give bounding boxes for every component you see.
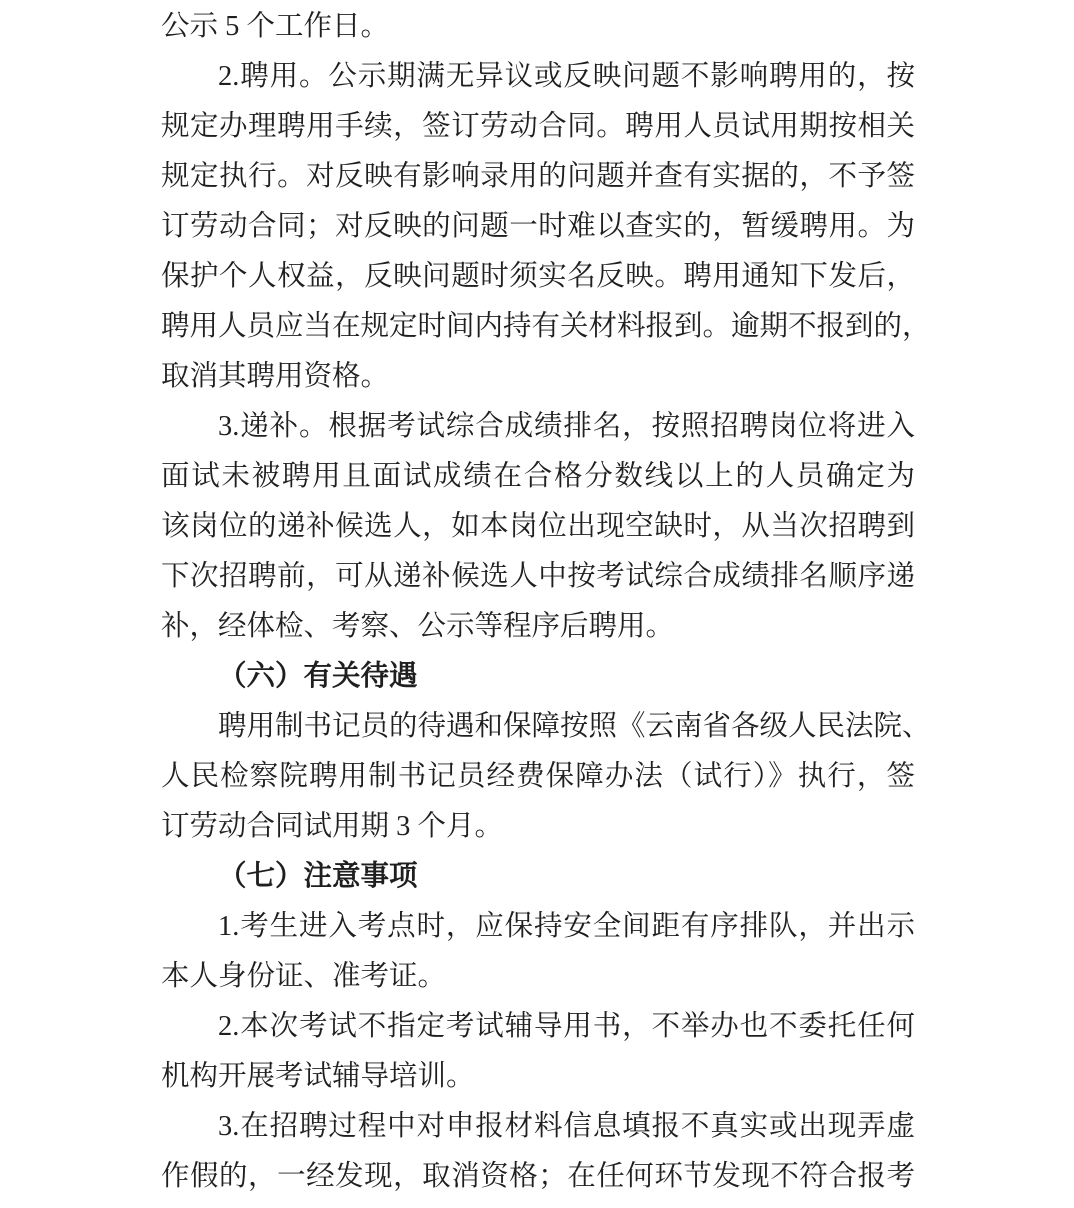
text-line: 聘用人员应当在规定时间内持有关材料报到。逾期不报到的， xyxy=(161,311,931,342)
text-line: 规定执行。对反映有影响录用的问题并查有实据的，不予签 xyxy=(161,161,915,192)
text-line: 规定办理聘用手续，签订劳动合同。聘用人员试用期按相关 xyxy=(161,111,915,142)
text-line: 本人身份证、准考证。 xyxy=(161,961,447,992)
text-line: 机构开展考试辅导培训。 xyxy=(161,1061,475,1092)
text-line: （六）有关待遇 xyxy=(218,661,418,692)
text-line: 面试未被聘用且面试成绩在合格分数线以上的人员确定为 xyxy=(161,461,915,492)
text-line: 作假的，一经发现，取消资格；在任何环节发现不符合报考 xyxy=(161,1161,915,1192)
text-line: 2.本次考试不指定考试辅导用书，不举办也不委托任何 xyxy=(218,1011,915,1042)
text-line: 聘用制书记员的待遇和保障按照《云南省各级人民法院、 xyxy=(218,711,931,742)
text-line: 3.递补。根据考试综合成绩排名，按照招聘岗位将进入 xyxy=(218,411,915,442)
text-line: 2.聘用。公示期满无异议或反映问题不影响聘用的，按 xyxy=(218,61,915,92)
text-line: 保护个人权益，反映问题时须实名反映。聘用通知下发后， xyxy=(161,261,915,292)
text-line: 订劳动合同试用期 3 个月。 xyxy=(161,811,504,842)
text-line: 公示 5 个工作日。 xyxy=(161,11,390,42)
text-line: 补，经体检、考察、公示等程序后聘用。 xyxy=(161,611,675,642)
text-line: （七）注意事项 xyxy=(218,861,418,892)
text-line: 3.在招聘过程中对申报材料信息填报不真实或出现弄虚 xyxy=(218,1111,915,1142)
text-line: 该岗位的递补候选人，如本岗位出现空缺时，从当次招聘到 xyxy=(161,511,915,542)
text-line: 人民检察院聘用制书记员经费保障办法（试行）》执行，签 xyxy=(161,761,915,792)
text-line: 取消其聘用资格。 xyxy=(161,361,390,392)
document-text xyxy=(161,2,931,1202)
text-line: 下次招聘前，可从递补候选人中按考试综合成绩排名顺序递 xyxy=(161,561,915,592)
text-line: 订劳动合同；对反映的问题一时难以查实的，暂缓聘用。为 xyxy=(161,211,915,242)
text-line: 1.考生进入考点时，应保持安全间距有序排队，并出示 xyxy=(218,911,915,942)
